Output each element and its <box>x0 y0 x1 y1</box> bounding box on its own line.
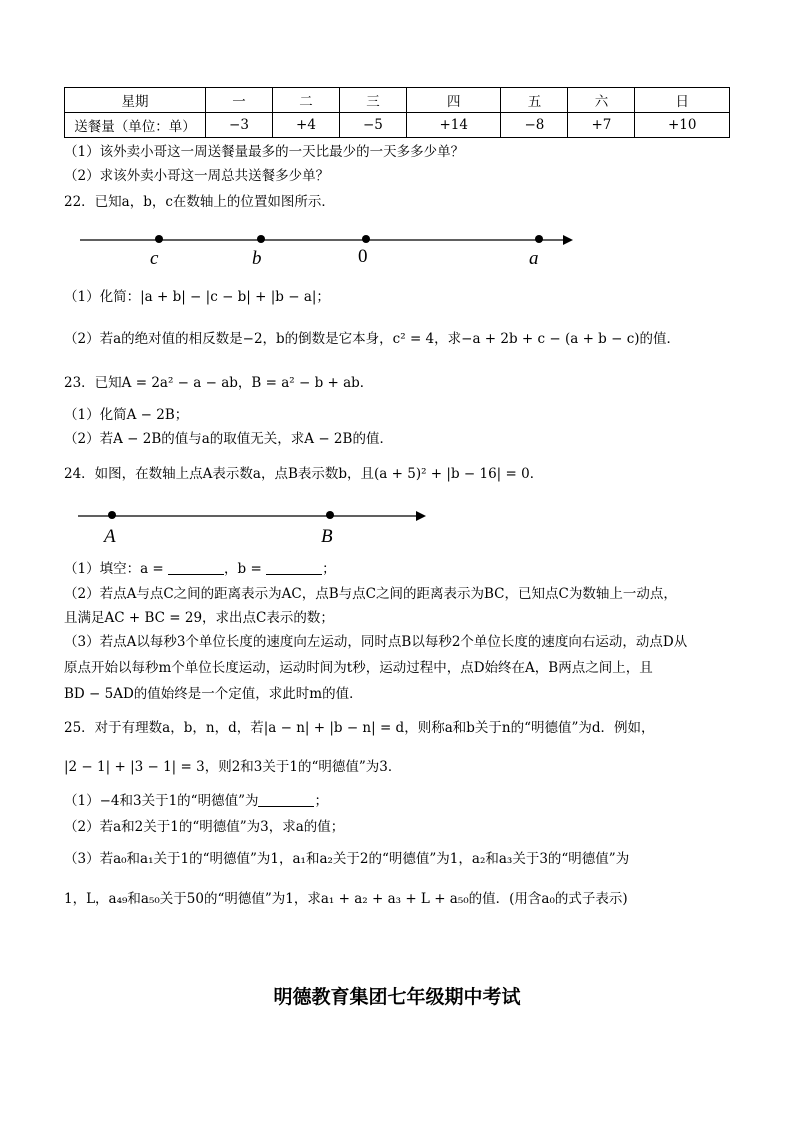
q24-sub1-suffix: ； <box>322 561 336 577</box>
q24-sub3-line2: 原点开始以每秒m个单位长度运动，运动时间为t秒，运动过程中，点D始终在A，B两点之间上，且 <box>64 660 653 676</box>
point-A <box>108 511 116 519</box>
label-c: c <box>150 248 159 269</box>
day-cell: 四 <box>406 88 501 113</box>
q22-sub2: （2）若a的绝对值的相反数是−2，b的倒数是它本身，c² = 4，求−a + 2b + c − (a + b − c)的值． <box>64 331 681 347</box>
point-a <box>535 235 543 243</box>
label-B: B <box>321 526 333 547</box>
day-cell: 二 <box>272 88 339 113</box>
label-zero: 0 <box>358 246 368 267</box>
q21-sub1: （1）该外卖小哥这一周送餐量最多的一天比最少的一天多多少单？ <box>64 144 465 160</box>
value-cell: −3 <box>206 113 273 138</box>
arrow-head <box>563 235 573 245</box>
table-row-label: 送餐量（单位：单） <box>65 113 206 138</box>
q25-sub1 <box>64 792 328 810</box>
arrow-head <box>416 511 426 521</box>
q24-sub3-line3: BD − 5AD的值始终是一个定值，求此时m的值． <box>64 686 363 702</box>
point-b <box>257 235 265 243</box>
q25-sub3-line1: （3）若a₀和a₁关于1的“明德值”为1，a₁和a₂关于2的“明德值”为1，a₂和a₃关于3的“明德值”为 <box>64 851 630 867</box>
q25-sub1-suffix: ； <box>314 793 328 809</box>
q24-sub1-mid: ，b = <box>224 561 267 577</box>
q24-sub2-line2: 且满足AC + BC = 29，求出点C表示的数； <box>64 610 334 626</box>
point-B <box>326 511 334 519</box>
day-cell: 日 <box>635 88 730 113</box>
label-A: A <box>104 526 116 547</box>
point-c <box>155 235 163 243</box>
answer-blank-mingde[interactable] <box>258 792 314 807</box>
q24-stem: 24．如图，在数轴上点A表示数a，点B表示数b，且(a + 5)² + |b − 16| = 0． <box>64 466 544 482</box>
q24-sub1-prefix: （1）填空：a = <box>64 561 169 577</box>
q25-sub3-line2: 1，L，a₄₉和a₅₀关于50的“明德值”为1，求a₁ + a₂ + a₃ + L + a₅₀的值．(用含a₀的式子表示) <box>64 891 628 907</box>
table-header-cell: 星期 <box>65 88 206 113</box>
value-cell: −8 <box>501 113 568 138</box>
value-cell: +10 <box>635 113 730 138</box>
day-cell: 六 <box>568 88 635 113</box>
answer-blank-b[interactable] <box>266 560 322 575</box>
q24-sub1 <box>64 560 336 578</box>
q24-sub3-line1: （3）若点A以每秒3个单位长度的速度向左运动，同时点B以每秒2个单位长度的速度向右运动，动点D从 <box>64 634 688 650</box>
point-zero <box>362 235 370 243</box>
q25-sub1-prefix: （1）−4和3关于1的“明德值”为 <box>64 793 259 809</box>
day-cell: 三 <box>339 88 406 113</box>
value-cell: +4 <box>272 113 339 138</box>
day-cell: 五 <box>501 88 568 113</box>
q25-sub2: （2）若a和2关于1的“明德值”为3，求a的值； <box>64 819 345 835</box>
day-cell: 一 <box>206 88 273 113</box>
q22-stem: 22．已知a，b，c在数轴上的位置如图所示． <box>64 194 335 210</box>
number-line-2 <box>78 511 426 521</box>
delivery-table <box>64 87 730 138</box>
q24-sub2-line1: （2）若点A与点C之间的距离表示为AC，点B与点C之间的距离表示为BC，已知点C为数轴上一动点， <box>64 586 677 602</box>
q21-sub2: （2）求该外卖小哥这一周总共送餐多少单？ <box>64 168 330 184</box>
q25-stem-line1: 25．对于有理数a，b，n，d，若|a − n| + |b − n| = d，则称a和b关于n的“明德值”为d．例如， <box>64 720 655 736</box>
q23-stem: 23．已知A = 2a² − a − ab，B = a² − b + ab． <box>64 375 374 391</box>
value-cell: +7 <box>568 113 635 138</box>
exam-title: 明德教育集团七年级期中考试 <box>273 986 521 1008</box>
value-cell: +14 <box>406 113 501 138</box>
label-a: a <box>529 248 539 269</box>
table-row <box>65 88 730 113</box>
table-row <box>65 113 730 138</box>
q22-sub1: （1）化简：|a + b| − |c − b| + |b − a|； <box>64 289 330 305</box>
q23-sub2: （2）若A − 2B的值与a的取值无关，求A − 2B的值． <box>64 431 393 447</box>
q23-sub1: （1）化简A − 2B； <box>64 407 189 423</box>
number-line-1 <box>80 235 573 245</box>
value-cell: −5 <box>339 113 406 138</box>
label-b: b <box>252 248 262 269</box>
q25-stem-line2: |2 − 1| + |3 − 1| = 3，则2和3关于1的“明德值”为3． <box>64 759 402 775</box>
answer-blank-a[interactable] <box>168 560 224 575</box>
